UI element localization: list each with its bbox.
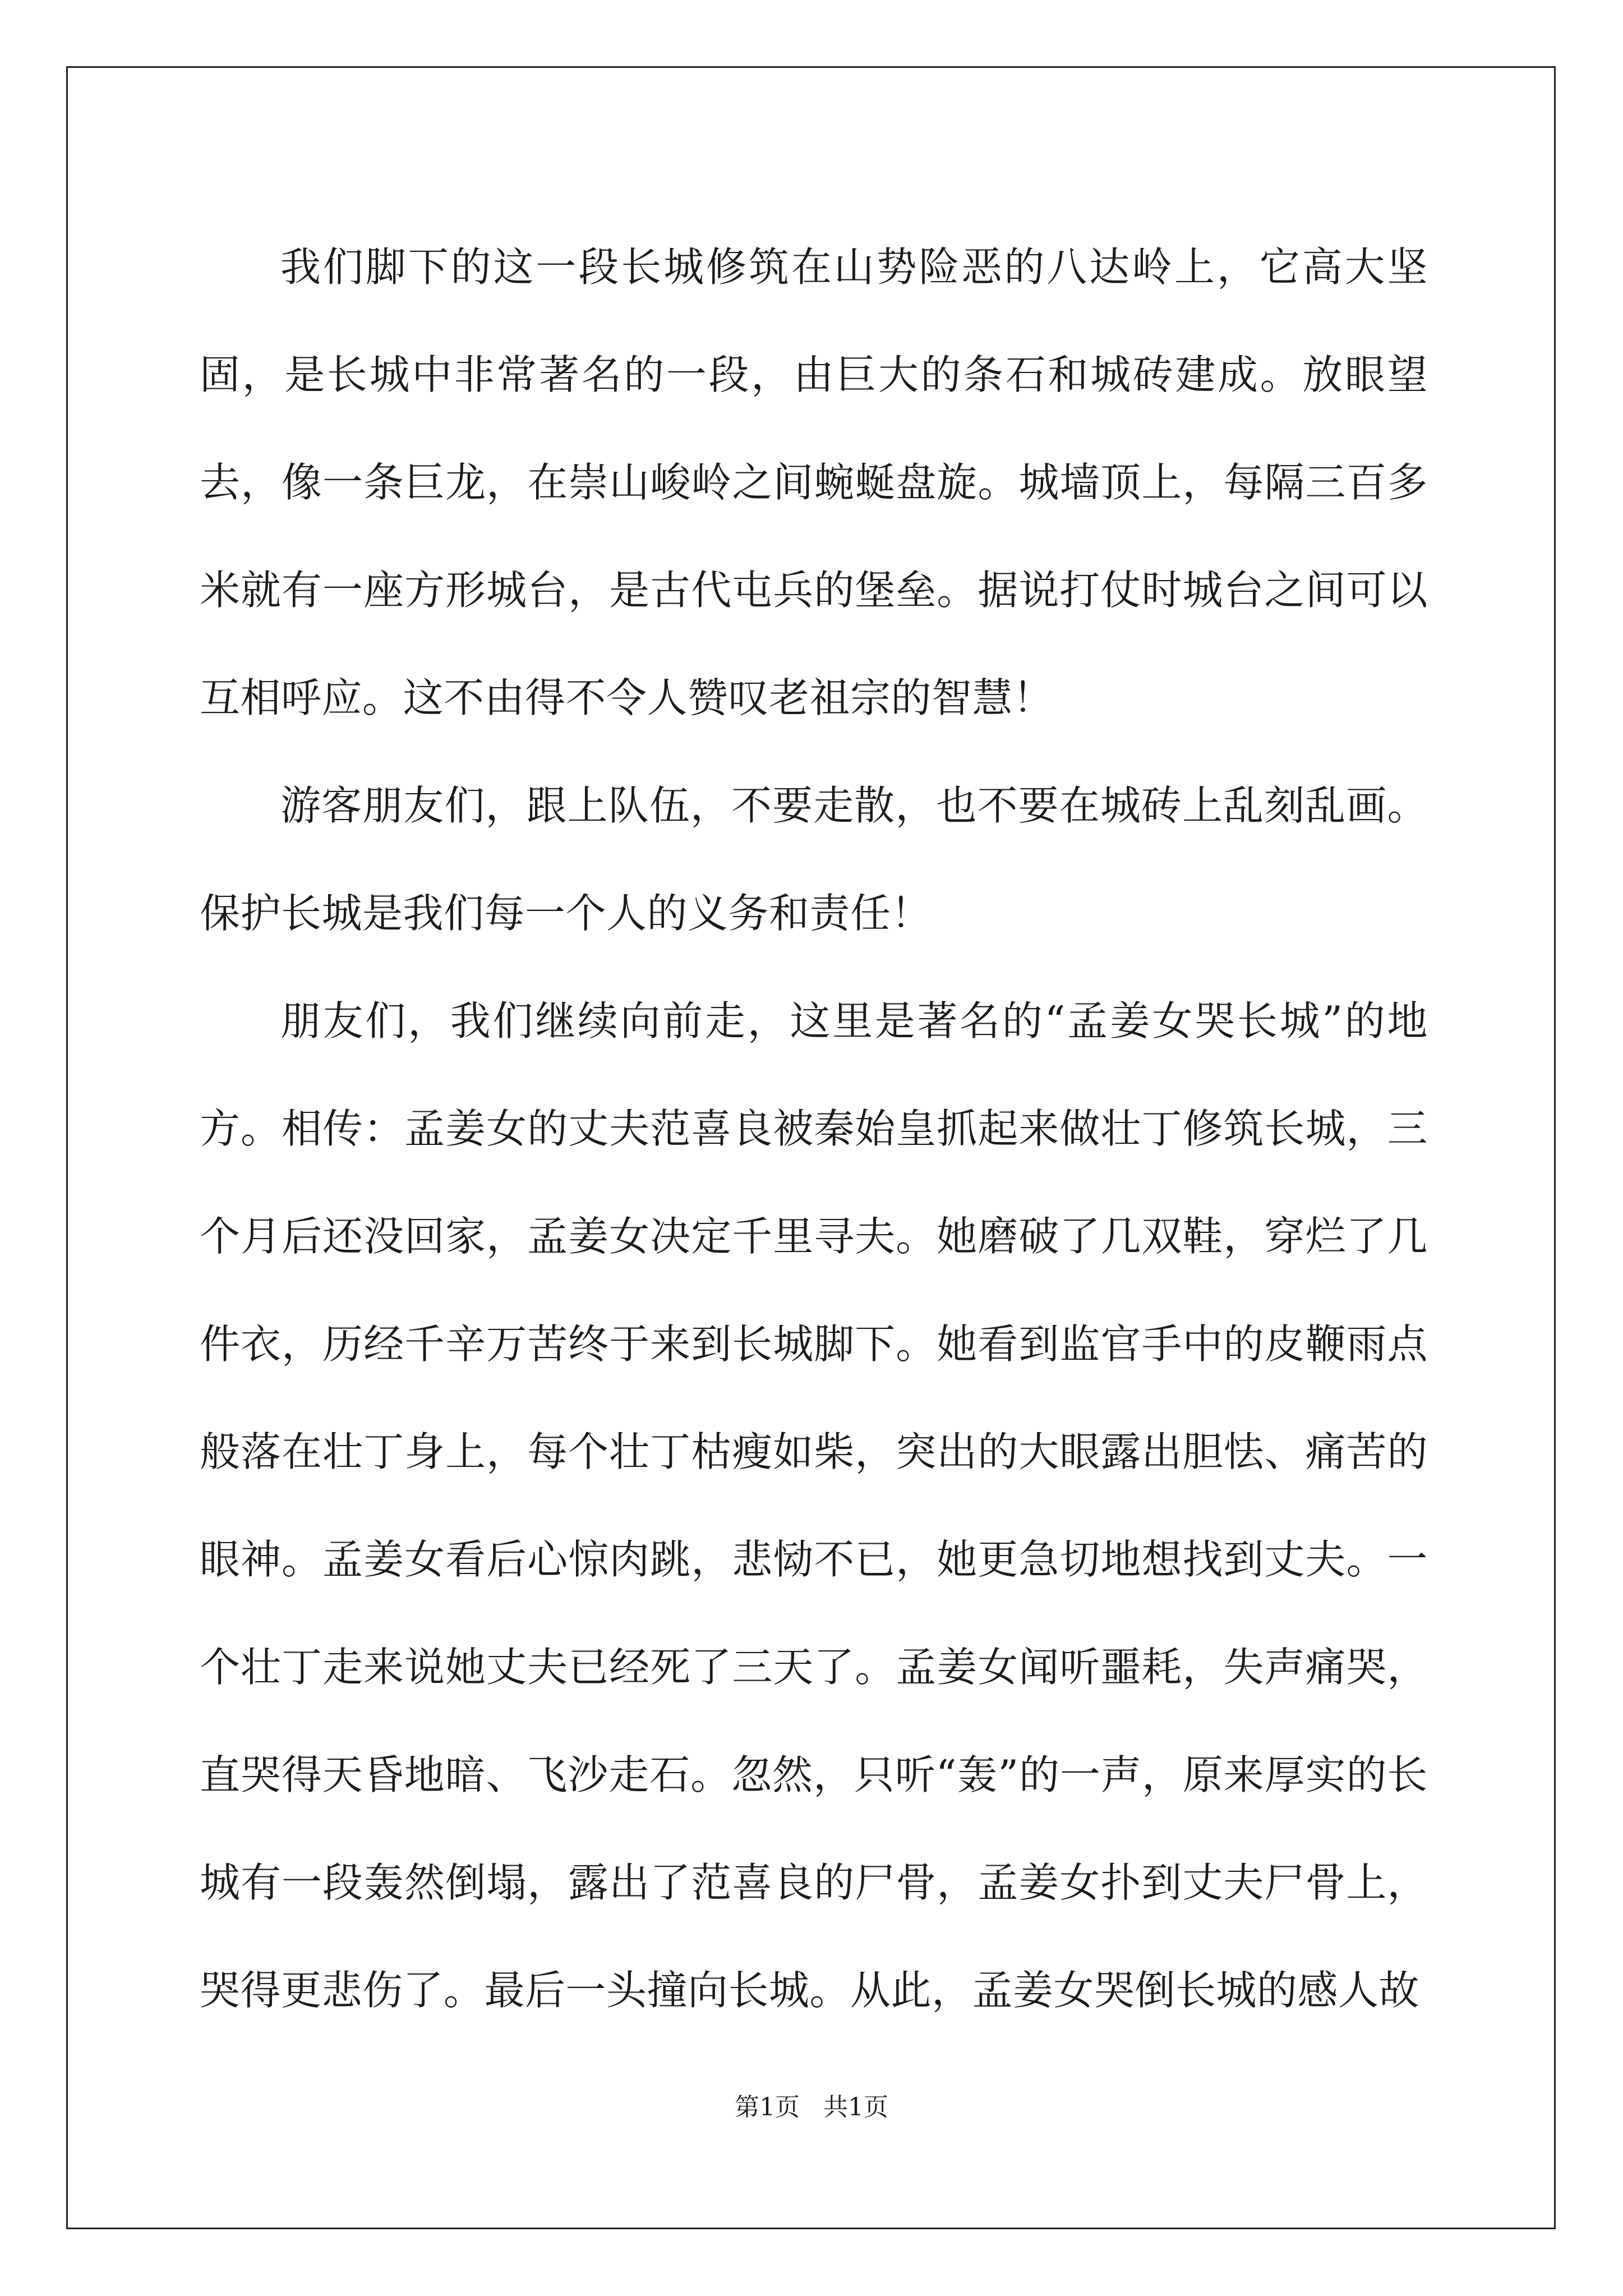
page-total: 共1页 [823, 2093, 888, 2122]
paragraph-visitor-notice: 游客朋友们，跟上队伍，不要走散，也不要在城砖上乱刻乱画。保护长城是我们每一个人的义务和责任！ [200, 782, 1428, 937]
paragraph-meng-jiangnu-legend: 朋友们，我们继续向前走，这里是著名的“孟姜女哭长城”的地方。相传：孟姜女的丈夫范喜良被秦始皇抓起来做壮丁修筑长城，三个月后还没回家，孟姜女决定千里寻夫。她磨破了几双鞋，穿烂了几件衣，历经千辛万苦终于来到长城脚下。她看到监官手中的皮鞭雨点般落在壮丁身上，每个壮丁枯瘦如柴，突出的大眼露出胆怯、痛苦的眼神。孟姜女看后心惊肉跳，悲恸不已，她更急切地想找到丈夫。一个壮丁走来说她丈夫已经死了三天了。孟姜女闻听噩耗，失声痛哭，直哭得天昏地暗、飞沙走石。忽然，只听“轰”的一声，原来厚实的长城有一段轰然倒塌，露出了范喜良的尸骨，孟姜女扑到丈夫尸骨上，哭得更悲伤了。最后一头撞向长城。从此，孟姜女哭倒长城的感人故 [200, 997, 1428, 2014]
paragraph-great-wall-badaling: 我们脚下的这一段长城修筑在山势险恶的八达岭上，它高大坚固，是长城中非常著名的一段，由巨大的条石和城砖建成。放眼望去，像一条巨龙，在崇山峻岭之间蜿蜒盘旋。城墙顶上，每隔三百多米就有一座方形城台，是古代屯兵的堡垒。据说打仗时城台之间可以互相呼应。这不由得不令人赞叹老祖宗的智慧！ [200, 243, 1428, 721]
footer-separator [800, 2093, 823, 2122]
page-number: 第1页 [735, 2093, 800, 2122]
document-body [200, 213, 1428, 2044]
page-footer [0, 2087, 1623, 2123]
